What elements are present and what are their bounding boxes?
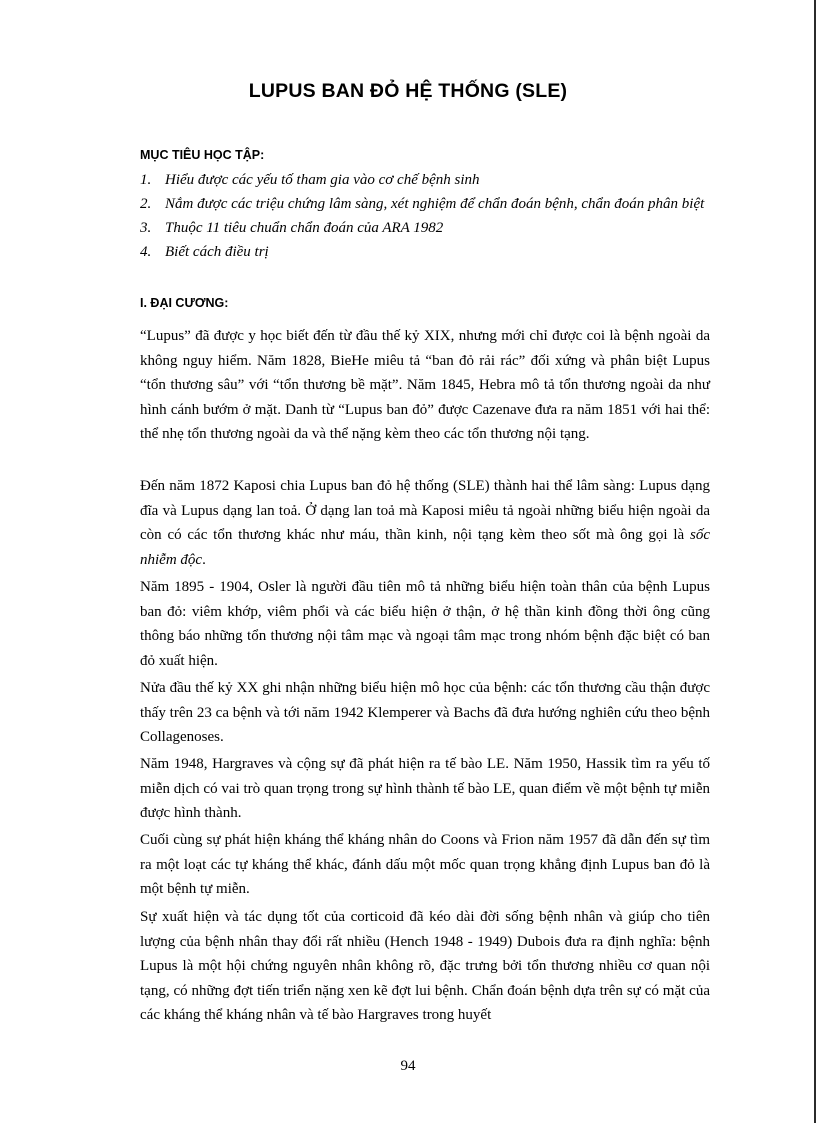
objective-number: 1. xyxy=(140,172,152,188)
paragraph-kaposi-end: . xyxy=(202,551,206,568)
page-title: LUPUS BAN ĐỎ HỆ THỐNG (SLE) xyxy=(248,80,568,102)
paragraph-kaposi xyxy=(140,474,710,572)
paragraph-lupus-history: “Lupus” đã được y học biết đến từ đầu thế kỷ XIX, nhưng mới chỉ được coi là bệnh ngoài da không nguy hiểm. Năm 1828, BieHe miêu tả “ban đỏ rải rác” đối xứng và phân biệt Lupus “tổn thương sâu” với “tổn thương bề mặt”. Năm 1845, Hebra mô tả tổn thương ngoài da như hình cánh bướm ở mặt. Danh từ “Lupus ban đỏ” được Cazenave đưa ra năm 1851 với hai thể: thể nhẹ tổn thương ngoài da và thể nặng kèm theo các tổn thương nội tạng. xyxy=(140,328,710,442)
paragraph-kaposi-text: Đến năm 1872 Kaposi chia Lupus ban đỏ hệ thống (SLE) thành hai thể lâm sàng: Lupus dạng đĩa và Lupus dạng lan toả. Ở dạng lan toả mà Kaposi miêu tả ngoài những biểu hiện ngoài da còn có các tổn thương khác như máu, thần kinh, nội tạng kèm theo sốt mà ông gọi là xyxy=(140,478,710,543)
objective-text: Hiểu được các yếu tố tham gia vào cơ chế bệnh sinh xyxy=(165,172,480,188)
objective-number: 4. xyxy=(140,244,152,260)
paragraph-antinuclear: Cuối cùng sự phát hiện kháng thể kháng nhân do Coons và Frion năm 1957 đã dẫn đến sự tìm ra một loạt các tự kháng thể khác, đánh dấu một mốc quan trọng khẳng định Lupus ban đỏ là một bệnh tự miễn. xyxy=(140,832,710,897)
page-number: 94 xyxy=(400,1058,416,1074)
objective-text: Nắm được các triệu chứng lâm sàng, xét nghiệm để chẩn đoán bệnh, chẩn đoán phân biệt xyxy=(165,196,705,212)
objectives-list xyxy=(140,168,710,264)
objective-number: 3. xyxy=(140,220,152,236)
paragraph-kaposi-italic: sốc nhiễm độc xyxy=(140,527,710,568)
paragraph-corticoid: Sự xuất hiện và tác dụng tốt của corticoid đã kéo dài đời sống bệnh nhân và giúp cho tiên lượng của bệnh nhân thay đổi rất nhiều (Hench 1948 - 1949) Dubois đưa ra định nghĩa: bệnh Lupus là một hội chứng nguyên nhân không rõ, đặc trưng bởi tổn thương nhiều cơ quan nội tạng, có những đợt tiến triển nặng xen kẽ đợt lui bệnh. Chẩn đoán bệnh dựa trên sự có mặt của các kháng thể kháng nhân và tế bào Hargraves trong huyết xyxy=(140,909,710,1023)
objective-item xyxy=(140,240,710,264)
paragraph-hargraves: Năm 1948, Hargraves và cộng sự đã phát hiện ra tế bào LE. Năm 1950, Hassik tìm ra yếu tố miễn dịch có vai trò quan trọng trong sự hình thành tế bào LE, quan điểm về một bệnh tự miễn được hình thành. xyxy=(140,756,710,821)
paragraph-histology: Nửa đầu thế kỷ XX ghi nhận những biểu hiện mô học của bệnh: các tổn thương cầu thận được thấy trên 23 ca bệnh và tới năm 1942 Klemperer và Bachs đã đưa hướng nghiên cứu theo bệnh Collagenoses. xyxy=(140,680,710,745)
objective-item xyxy=(140,216,710,240)
objective-text: Thuộc 11 tiêu chuẩn chẩn đoán của ARA 1982 xyxy=(165,220,444,236)
objective-item xyxy=(140,168,710,192)
objectives-heading: MỤC TIÊU HỌC TẬP: xyxy=(140,148,265,162)
objective-number: 2. xyxy=(140,196,152,212)
section-heading-overview: I. ĐẠI CƯƠNG: xyxy=(140,296,229,310)
paragraph-osler: Năm 1895 - 1904, Osler là người đầu tiên mô tả những biểu hiện toàn thân của bệnh Lupus ban đỏ: viêm khớp, viêm phổi và các biểu hiện ở thận, ở hệ thần kinh đồng thời ông cũng thông báo những tổn thương nội tâm mạc và ngoại tâm mạc trong nhóm bệnh đặc biệt có ban đỏ xuất hiện. xyxy=(140,579,710,669)
objective-item xyxy=(140,192,710,216)
objective-text: Biết cách điều trị xyxy=(165,244,269,260)
